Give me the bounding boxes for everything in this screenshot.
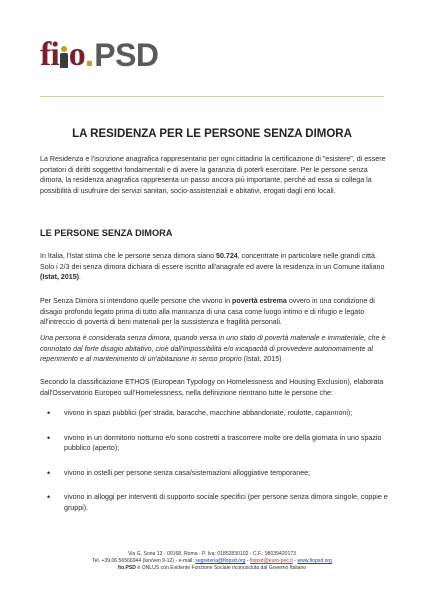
footer-separator: -: [245, 558, 251, 565]
footer-onlus: [0, 565, 424, 572]
p1-text-e: .: [79, 273, 82, 282]
bullet-icon: •: [47, 408, 51, 418]
footer-contacts: [0, 558, 424, 565]
footer: [0, 551, 424, 573]
logo-psd: PSD: [94, 37, 159, 73]
p1-count: 50.724: [216, 252, 238, 260]
p2-emphasis: povertà estrema: [232, 297, 287, 305]
bullet-icon: •: [47, 467, 51, 478]
footer-separator: -: [292, 558, 298, 565]
paragraph-istat: [40, 251, 388, 283]
section-title: LE PERSONE SENZA DIMORA: [40, 228, 173, 238]
p1-source: (Istat, 2015): [40, 273, 80, 282]
p1-text-c: , concentrate in particolare nelle grandi città. Solo i 2/3 dei senza dimora dichiara di essere iscritto all'anagrafe ed avere la residenza in un Comune italiano: [40, 252, 385, 271]
p4-text: Secondo la classificazione ETHOS (European Typology on Homelessness and Housing Exclusion), elaborata dall'Osservatorio Europeo sull'Homelessness, nella definizione rientrano tutte le persone che:: [40, 378, 384, 397]
person-figure-icon: [60, 46, 68, 68]
fiopsd-logo: [40, 24, 159, 72]
list-item-text: vivono in ostelli per persone senza casa/sistemazioni alloggiative temporanee;: [64, 468, 311, 477]
logo-fi: fi: [40, 36, 59, 73]
logo-o: o: [68, 36, 85, 73]
list-item-text: vivono in un dormitorio notturno e/o sono costretti a trascorrere molte ore della giornata in uno spazio pubblico (aperto);: [64, 433, 382, 453]
p1-text-a: In Italia, l'Istat stima che le persone senza dimora siano: [40, 252, 217, 260]
bullet-icon: •: [47, 492, 51, 503]
list-item: [40, 408, 388, 419]
paragraph-definition: [40, 296, 388, 328]
email-link-pec[interactable]: fiopsd@euro-pec.it: [250, 558, 293, 565]
intro-text: La Residenza e l'iscrizione anagrafica rappresentano per ogni cittadino la certificazione di "esistere", di essere portatori di diritti soggettivi fondamentali e di avere la garanzia di poterli esercitare. Per le persone senza dimora, la residenza anagrafica rappresenta un passo ancora più importante, perché ad essa si collega la possibilità di usufruire dei servizi sanitari, socio-assistenziali e abitativi, erogati dagli enti locali.: [40, 155, 386, 195]
list-item-text: vivono in spazi pubblici (per strada, baracche, macchine abbandonate, roulotte, capannoni);: [64, 409, 353, 417]
p3-quote: Una persona è considerata senza dimora, quando versa in uno stato di povertà materiale e immateriale, che è connotato dal forte disagio abitativo, cioè dall'impossibilità e/o incapacità di provvedere autonomamente al reperimento e al mantenimento di un'abitazione in senso proprio: [40, 334, 386, 364]
footer-address: Via G. Soria 13 - 00168, Roma - P. Iva: 01852830102 - C.F.: 98039420173: [127, 551, 297, 557]
logo-dot: .: [84, 36, 95, 74]
list-item: [40, 492, 388, 513]
footer-org-name: fio.PSD: [117, 565, 136, 572]
header-divider: [40, 96, 384, 97]
footer-phone: Tel. +39.06.56566944 (lun/ven 9-12) - e-mail:: [92, 558, 196, 565]
p2-text-c: ovvero in una condizione di disagio profondo legato prima di tutto alla mancanza di una casa come luogo intimo e di rifugio e legato all'intreccio di povertà di beni materiali per la sussistenza e fragilità personali.: [40, 297, 375, 327]
list-item: [40, 468, 388, 479]
intro-paragraph: [40, 154, 388, 196]
page-title: LA RESIDENZA PER LE PERSONE SENZA DIMORA: [72, 128, 352, 140]
website-link[interactable]: www.fiopsd.org: [297, 558, 332, 565]
p2-text-a: Per Senza Dimora si intendono quelle persone che vivono in: [40, 297, 233, 305]
bullet-icon: •: [47, 432, 51, 443]
list-item: [40, 433, 388, 454]
list-item-text: vivono in alloggi per interventi di supporto sociale specifici (per persone senza dimora singole, coppie e gruppi).: [64, 493, 388, 512]
email-link-segreteria[interactable]: segreteria@fiopsd.org: [195, 558, 246, 565]
paragraph-quote: [40, 333, 388, 365]
p3-source: (Istat, 2015): [241, 355, 282, 364]
paragraph-ethos: [40, 377, 388, 398]
footer-onlus-text: è ONLUS con Evidente Funzione Sociale riconosciuta dal Governo Italiano: [135, 565, 307, 572]
ethos-list: [40, 408, 388, 528]
